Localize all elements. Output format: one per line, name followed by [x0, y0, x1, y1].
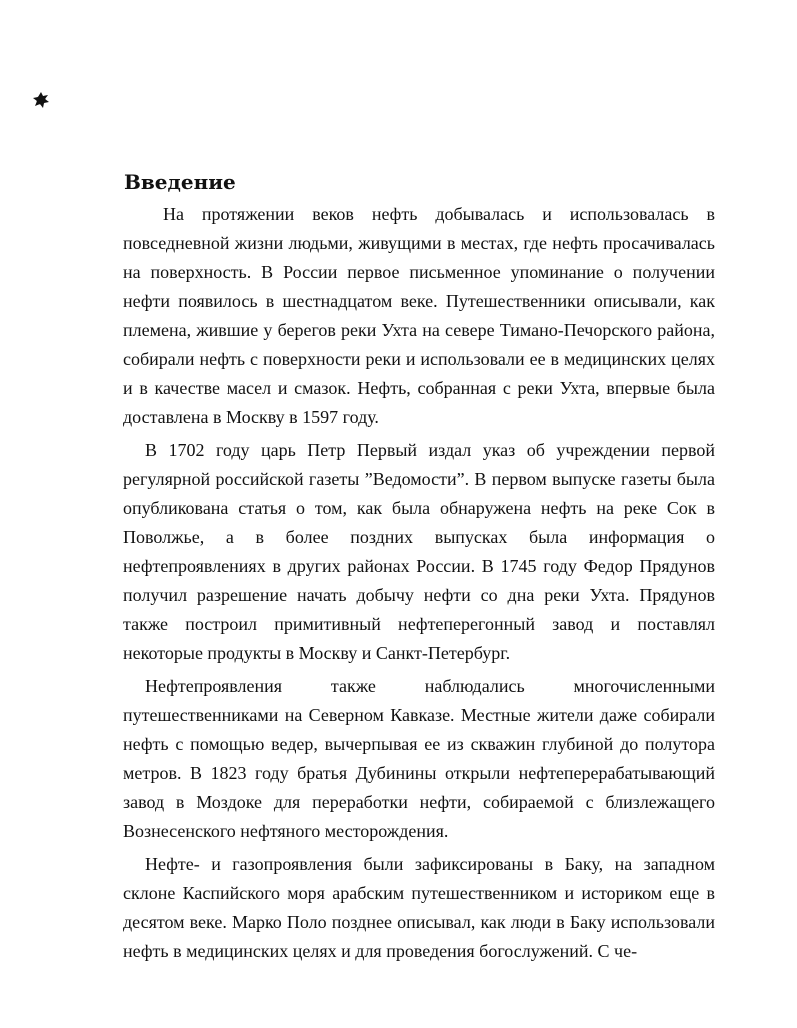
paragraph: Нефте- и газопроявления были зафиксированы в Баку, на западном склоне Каспийского моря арабским путешественником и историком еще в десятом веке. Марко Поло позднее описывал, как люди в Баку использовали нефть в медицинских целях и для проведения богослужений. С че-: [123, 854, 715, 961]
paragraph: На протяжении веков нефть добывалась и использовалась в повседневной жизни людьми, живущими в местах, где нефть просачивалась на поверхность. В России первое письменное упоминание о получении нефти появилось в шестнадцатом веке. Путешественники описывали, как племена, жившие у берегов реки Ухта на севере Тимано-Печорского района, собирали нефть с поверхности реки и использовали ее в медицинских целях и в качестве масел и смазок. Нефть, собранная с реки Ухта, впервые была доставлена в Москву в 1597 году.: [123, 204, 715, 427]
paragraph: Нефтепроявления также наблюдались многочисленными путешественниками на Северном Кавказе. Местные жители даже собирали нефть с помощью ведер, вычерпывая ее из скважин глубиной до полутора метров. В 1823 году братья Дубинины открыли нефтеперерабатывающий завод в Моздоке для переработки нефти, собираемой с близлежащего Вознесенского нефтяного месторождения.: [123, 676, 715, 841]
body-text: [123, 200, 715, 970]
page-marker-icon: [32, 91, 50, 109]
paragraph: В 1702 году царь Петр Первый издал указ об учреждении первой регулярной российской газеты ”Ведомости”. В первом выпуске газеты была опубликована статья о том, как была обнаружена нефть на реке Сок в Поволжье, а в более поздних выпусках была информация о нефтепроявлениях в других районах России. В 1745 году Федор Прядунов получил разрешение начать добычу нефти со дна реки Ухта. Прядунов также построил примитивный нефтеперегонный завод и поставлял некоторые продукты в Москву и Санкт-Петербург.: [123, 440, 715, 663]
section-heading: Введение: [124, 169, 236, 194]
